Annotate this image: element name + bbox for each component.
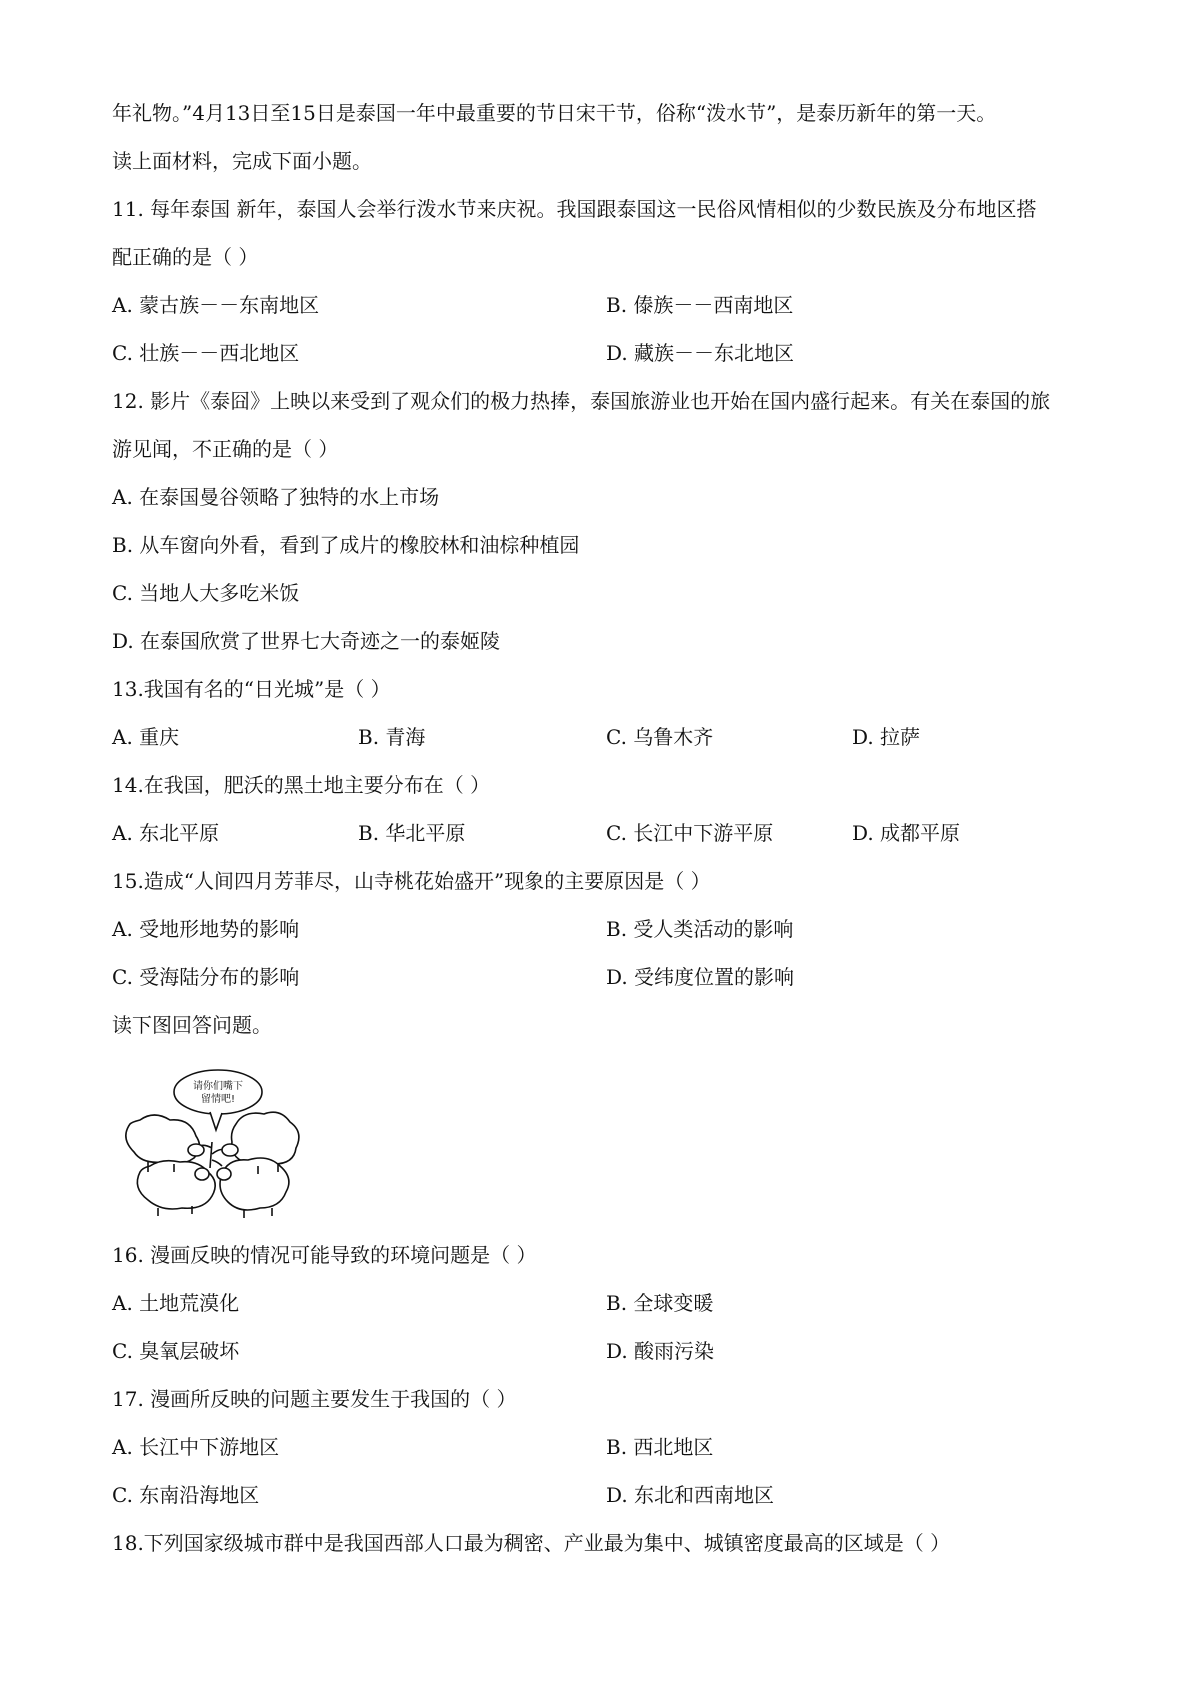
sheep-top-left [126,1115,200,1164]
question-15-option-b: B. 受人类活动的影响 [606,917,794,941]
question-15-option-c: C. 受海陆分布的影响 [112,965,300,989]
plant-sprout [200,1142,224,1168]
question-14-option-c: C. 长江中下游平原 [606,821,774,845]
question-11-option-a: A. 蒙古族－－东南地区 [112,293,320,317]
question-16-stem: 16. 漫画反映的情况可能导致的环境问题是（ ） [112,1243,537,1267]
question-13-option-d: D. 拉萨 [852,725,921,749]
question-13-stem: 13.我国有名的“日光城”是（ ） [112,677,391,701]
question-13-option-b: B. 青海 [358,725,426,749]
comic-bubble-text-2: 留情吧! [200,1094,236,1105]
question-11-option-c: C. 壮族－－西北地区 [112,341,300,365]
question-18-stem: 18.下列国家级城市群中是我国西部人口最为稠密、产业最为集中、城镇密度最高的区域是（ ） [112,1531,951,1555]
question-12-option-c: C. 当地人大多吃米饭 [112,581,300,605]
question-12-option-d: D. 在泰国欣赏了世界七大奇迹之一的泰姬陵 [112,629,501,653]
question-16-option-d: D. 酸雨污染 [606,1339,715,1363]
question-15-stem: 15.造成“人间四月芳菲尽，山寺桃花始盛开”现象的主要原因是（ ） [112,869,711,893]
question-17-stem: 17. 漫画所反映的问题主要发生于我国的（ ） [112,1387,517,1411]
comic-bubble-text-1: 请你们嘴下 [193,1081,243,1092]
comic-speech-bubble [174,1070,262,1114]
question-17-option-c: C. 东南沿海地区 [112,1483,260,1507]
question-14-stem: 14.在我国，肥沃的黑土地主要分布在（ ） [112,773,491,797]
question-12-option-a: A. 在泰国曼谷领略了独特的水上市场 [112,485,440,509]
question-16-option-c: C. 臭氧层破坏 [112,1339,240,1363]
question-16-option-a: A. 土地荒漠化 [112,1291,240,1315]
sheep-comic-illustration [118,1068,308,1220]
question-14-option-d: D. 成都平原 [852,821,961,845]
read-figure-instruction: 读下图回答问题。 [112,1013,272,1037]
question-11-option-d: D. 藏族－－东北地区 [606,341,795,365]
question-13-option-a: A. 重庆 [112,725,180,749]
intro-line-1: 年礼物。”4月13日至15日是泰国一年中最重要的节日宋干节，俗称“泼水节”，是泰历新年的第一天。 [112,101,997,125]
question-14-option-b: B. 华北平原 [358,821,466,845]
intro-line-2: 读上面材料，完成下面小题。 [112,149,372,173]
question-11-option-b: B. 傣族－－西南地区 [606,293,794,317]
question-17-option-d: D. 东北和西南地区 [606,1483,775,1507]
question-16-option-b: B. 全球变暖 [606,1291,714,1315]
question-17-option-b: B. 西北地区 [606,1435,714,1459]
question-12-stem-2: 游见闻，不正确的是（ ） [112,437,339,461]
question-11-stem-1: 11. 每年泰国 新年，泰国人会举行泼水节来庆祝。我国跟泰国这一民俗风情相似的少数民族及分布地区搭 [112,197,1037,221]
question-15-option-d: D. 受纬度位置的影响 [606,965,795,989]
question-17-option-a: A. 长江中下游地区 [112,1435,280,1459]
question-15-option-a: A. 受地形地势的影响 [112,917,300,941]
question-11-stem-2: 配正确的是（ ） [112,245,259,269]
question-12-option-b: B. 从车窗向外看，看到了成片的橡胶林和油棕种植园 [112,533,580,557]
question-14-option-a: A. 东北平原 [112,821,220,845]
question-12-stem-1: 12. 影片《泰囧》上映以来受到了观众们的极力热捧，泰国旅游业也开始在国内盛行起来。有关在泰国的旅 [112,389,1051,413]
question-13-option-c: C. 乌鲁木齐 [606,725,714,749]
